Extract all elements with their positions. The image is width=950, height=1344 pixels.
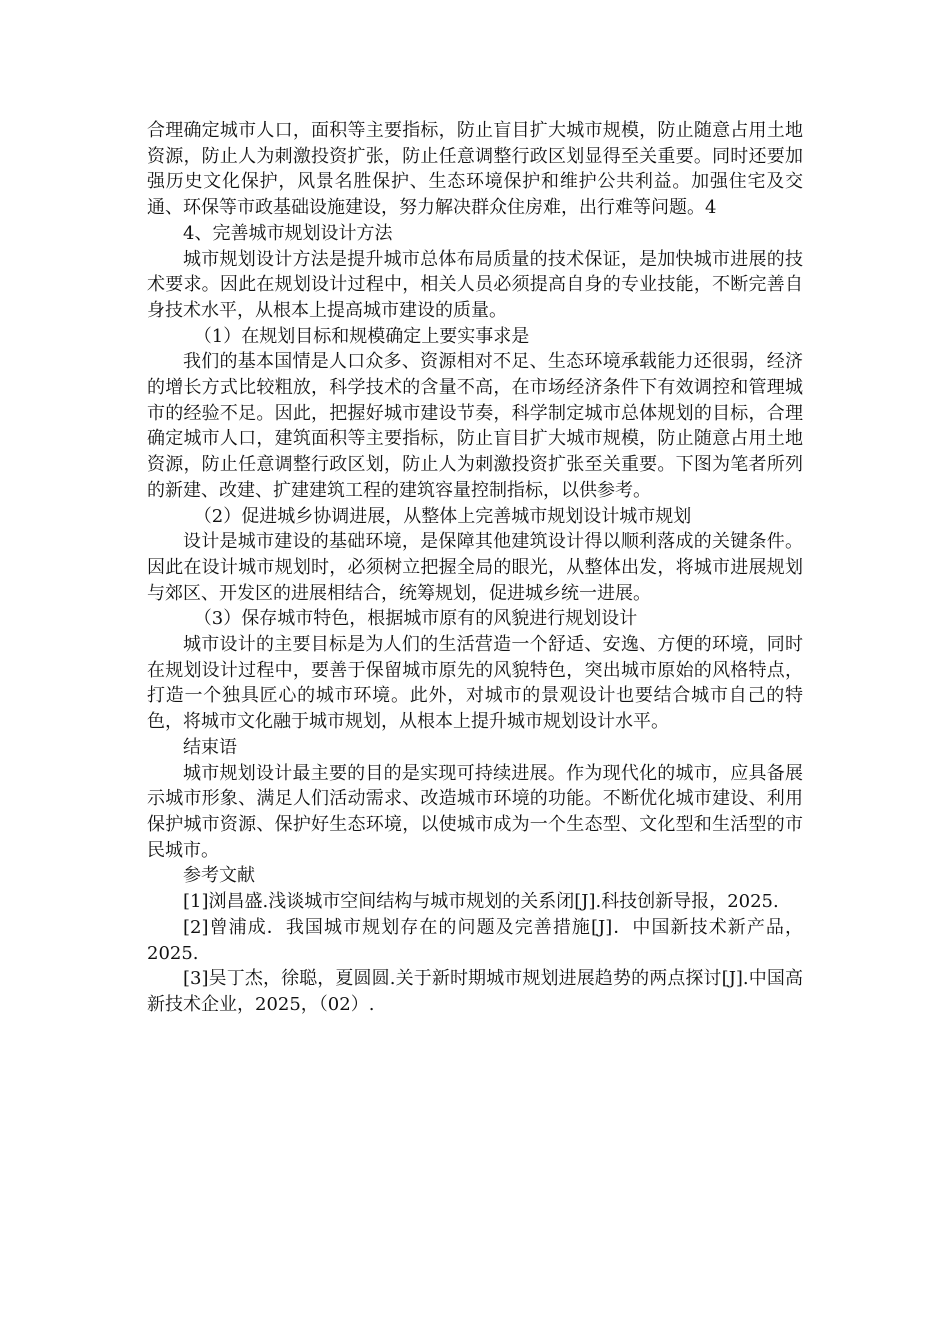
paragraph-intro: 合理确定城市人口，面积等主要指标，防止盲目扩大城市规模，防止随意占用土地资源，防止人为刺激投资扩张，防止任意调整行政区划显得至关重要。同时还要加强历史文化保护，风景名胜保护、生态环境保护和维护公共利益。加强住宅及交通、环保等市政基础设施建设，努力解决群众住房难，出行难等问题。4 <box>147 120 803 219</box>
paragraph-design-foundation: 设计是城市建设的基础环境，是保障其他建筑设计得以顺利落成的关键条件。因此在设计城市规划时，必须树立把握全局的眼光，从整体出发，将城市进展规划与郊区、开发区的进展相结合，统筹规划，促进城乡统一进展。 <box>147 531 803 604</box>
section-heading: 4、完善城市规划设计方法 <box>183 222 393 244</box>
references-heading: 参考文献 <box>183 865 255 887</box>
subheading-3: （3）保存城市特色，根据城市原有的风貌进行规划设计 <box>193 608 638 630</box>
reference-3: [3]吴丁杰，徐聪，夏圆圆.关于新时期城市规划进展趋势的两点探讨[J].中国高新技术企业，2025，（02）. <box>147 968 803 1015</box>
subheading-1: （1）在规划目标和规模确定上要实事求是 <box>193 325 530 347</box>
reference-2: [2]曾浦成．我国城市规划存在的问题及完善措施[J]．中国新技术新产品，2025. <box>147 916 803 964</box>
paragraph-method: 城市规划设计方法是提升城市总体布局质量的技术保证，是加快城市进展的技术要求。因此在规划设计过程中，相关人员必须提高自身的专业技能，不断完善自身技术水平，从根本上提高城市建设的质量。 <box>147 248 803 321</box>
document-body <box>147 118 803 1018</box>
paragraph-national-conditions: 我们的基本国情是人口众多、资源相对不足、生态环境承载能力还很弱，经济的增长方式比较粗放，科学技术的含量不高，在市场经济条件下有效调控和管理城市的经验不足。因此，把握好城市建设节奏，科学制定城市总体规划的目标，合理确定城市人口，建筑面积等主要指标，防止盲目扩大城市规模，防止随意占用土地资源，防止任意调整行政区划，防止人为刺激投资扩张至关重要。下图为笔者所列的新建、改建、扩建建筑工程的建筑容量控制指标，以供参考。 <box>147 351 803 501</box>
conclusion-heading: 结束语 <box>183 736 237 758</box>
subheading-2: （2）促进城乡协调进展，从整体上完善城市规划设计城市规划 <box>193 505 692 527</box>
paragraph-conclusion: 城市规划设计最主要的目的是实现可持续进展。作为现代化的城市，应具备展示城市形象、满足人们活动需求、改造城市环境的功能。不断优化城市建设、利用保护城市资源、保护好生态环境，以使城市成为一个生态型、文化型和生活型的市民城市。 <box>147 762 803 861</box>
paragraph-urban-design: 城市设计的主要目标是为人们的生活营造一个舒适、安逸、方便的环境，同时在规划设计过程中，要善于保留城市原先的风貌特色，突出城市原始的风格特点，打造一个独具匠心的城市环境。此外，对城市的景观设计也要结合城市自己的特色，将城市文化融于城市规划，从根本上提升城市规划设计水平。 <box>147 634 803 733</box>
reference-1: [1]浏昌盛.浅谈城市空间结构与城市规划的关系闭[J].科技创新导报，2025. <box>183 891 779 913</box>
